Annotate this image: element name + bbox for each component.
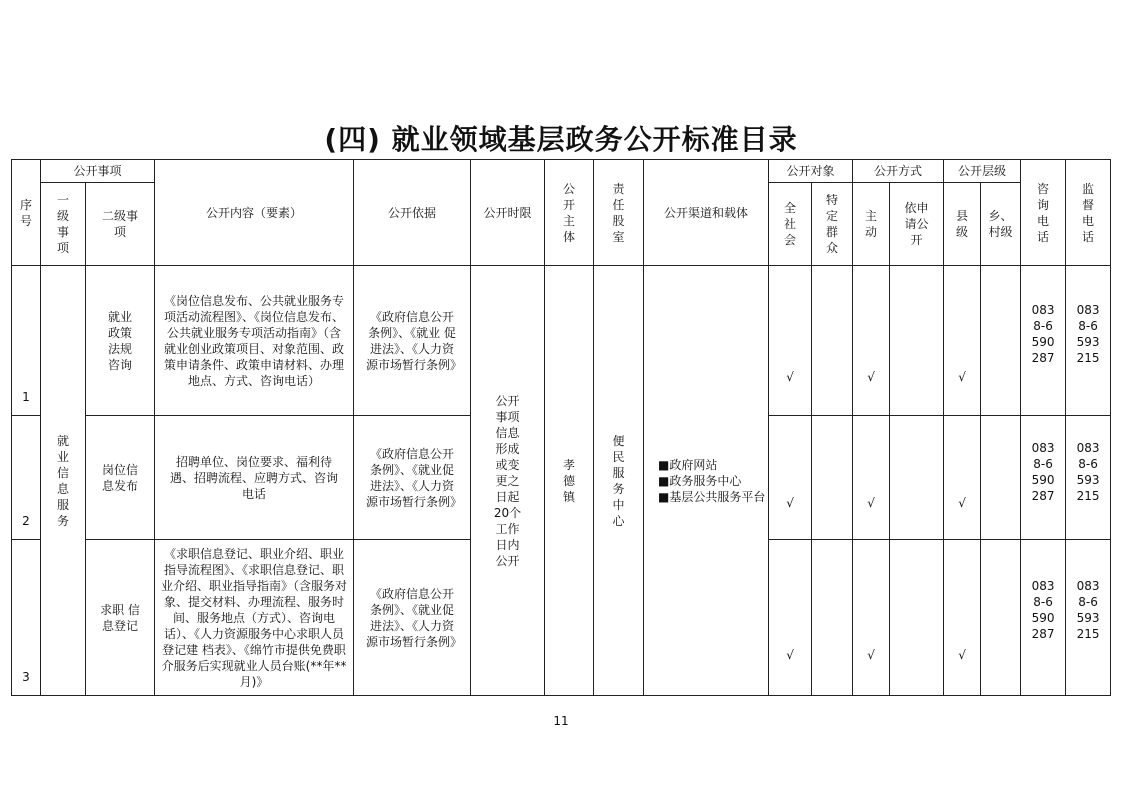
page-number: 11 <box>553 714 569 728</box>
cell-method-apply <box>890 266 944 416</box>
check-level-county: √ <box>944 416 981 540</box>
catalog-table <box>11 159 1111 696</box>
public-channels <box>644 266 769 696</box>
time-limit: 公开事项信息形成或变更之日起20个工作日内公开 <box>471 266 545 696</box>
header-content: 公开内容（要素） <box>155 160 354 266</box>
consult-phone: 0838-6590287 <box>1021 540 1066 696</box>
header-row-1 <box>12 160 1111 183</box>
consult-phone: 0838-6590287 <box>1021 266 1066 416</box>
cell-level-town <box>981 540 1021 696</box>
header-method: 公开方式 <box>853 160 944 183</box>
check-method-active: √ <box>853 540 890 696</box>
header-channel: 公开渠道和载体 <box>644 160 769 266</box>
header-basis: 公开依据 <box>354 160 471 266</box>
header-level-county: 县级 <box>944 183 981 266</box>
public-subject: 孝德镇 <box>545 266 594 696</box>
supervise-phone: 0838-6593215 <box>1066 266 1111 416</box>
check-target-all: √ <box>769 266 812 416</box>
level1-item: 就业信息服务 <box>41 266 86 696</box>
header-subject: 公开主体 <box>545 160 594 266</box>
supervise-phone: 0838-6593215 <box>1066 416 1111 540</box>
header-dept: 责任股室 <box>594 160 644 266</box>
header-time-limit: 公开时限 <box>471 160 545 266</box>
header-supervise-phone: 监督电话 <box>1066 160 1111 266</box>
cell-target-specific <box>812 416 853 540</box>
check-method-active: √ <box>853 416 890 540</box>
header-seq: 序号 <box>12 160 41 266</box>
cell-target-specific <box>812 266 853 416</box>
public-content: 《岗位信息发布、公共就业服务专项活动流程图》、《岗位信息发布、公共就业服务专项活动指南》（含就业创业政策项目、对象范围、政策申请条件、政策申请材料、办理地点、方式、咨询电话） <box>155 266 354 416</box>
check-level-county: √ <box>944 266 981 416</box>
public-content: 招聘单位、岗位要求、福利待遇、招聘流程、应聘方式、咨询电话 <box>155 416 354 540</box>
public-content: 《求职信息登记、职业介绍、职业指导流程图》、《求职信息登记、职业介绍、职业指导指南》（含服务对象、提交材料、办理流程、服务时间、服务地点（方式）、咨询电话）、《人力资源服务中心求职人员登记建 档表》、《绵竹市提供免费职介服务后实现就业人员台账(**年**月)》 <box>155 540 354 696</box>
header-consult-phone: 咨询电话 <box>1021 160 1066 266</box>
responsible-dept: 便民服务中心 <box>594 266 644 696</box>
header-method-apply: 依申请公开 <box>890 183 944 266</box>
header-public-items: 公开事项 <box>41 160 155 183</box>
header-method-active: 主动 <box>853 183 890 266</box>
header-level: 公开层级 <box>944 160 1021 183</box>
row-seq: 1 <box>12 266 41 416</box>
supervise-phone: 0838-6593215 <box>1066 540 1111 696</box>
page-title: (四) 就业领域基层政务公开标准目录 <box>324 123 798 156</box>
row-seq: 3 <box>12 540 41 696</box>
check-target-all: √ <box>769 540 812 696</box>
header-target: 公开对象 <box>769 160 853 183</box>
cell-method-apply <box>890 540 944 696</box>
consult-phone: 0838-6590287 <box>1021 416 1066 540</box>
check-target-all: √ <box>769 416 812 540</box>
cell-target-specific <box>812 540 853 696</box>
cell-method-apply <box>890 416 944 540</box>
header-level1: 一级事项 <box>41 183 86 266</box>
header-target-specific: 特定群众 <box>812 183 853 266</box>
cell-level-town <box>981 416 1021 540</box>
level2-item: 就业政策法规咨询 <box>86 266 155 416</box>
channel-item: ■政府网站 <box>658 457 718 472</box>
table-row <box>12 266 1111 416</box>
header-target-all: 全社会 <box>769 183 812 266</box>
row-seq: 2 <box>12 416 41 540</box>
public-basis: 《政府信息公开条例》、《就业促进法》、《人力资源市场暂行条例》 <box>354 540 471 696</box>
public-basis: 《政府信息公开条例》、《就业 促进法》、《人力资源市场暂行条例》 <box>354 266 471 416</box>
header-level2: 二级事项 <box>86 183 155 266</box>
level2-item: 岗位信息发布 <box>86 416 155 540</box>
check-method-active: √ <box>853 266 890 416</box>
public-basis: 《政府信息公开条例》、《就业促进法》、《人力资源市场暂行条例》 <box>354 416 471 540</box>
check-level-county: √ <box>944 540 981 696</box>
cell-level-town <box>981 266 1021 416</box>
channel-item: ■政务服务中心 <box>658 473 742 488</box>
level2-item: 求职 信息登记 <box>86 540 155 696</box>
header-level-town: 乡、村级 <box>981 183 1021 266</box>
channel-item: ■基层公共服务平台 <box>658 489 766 504</box>
